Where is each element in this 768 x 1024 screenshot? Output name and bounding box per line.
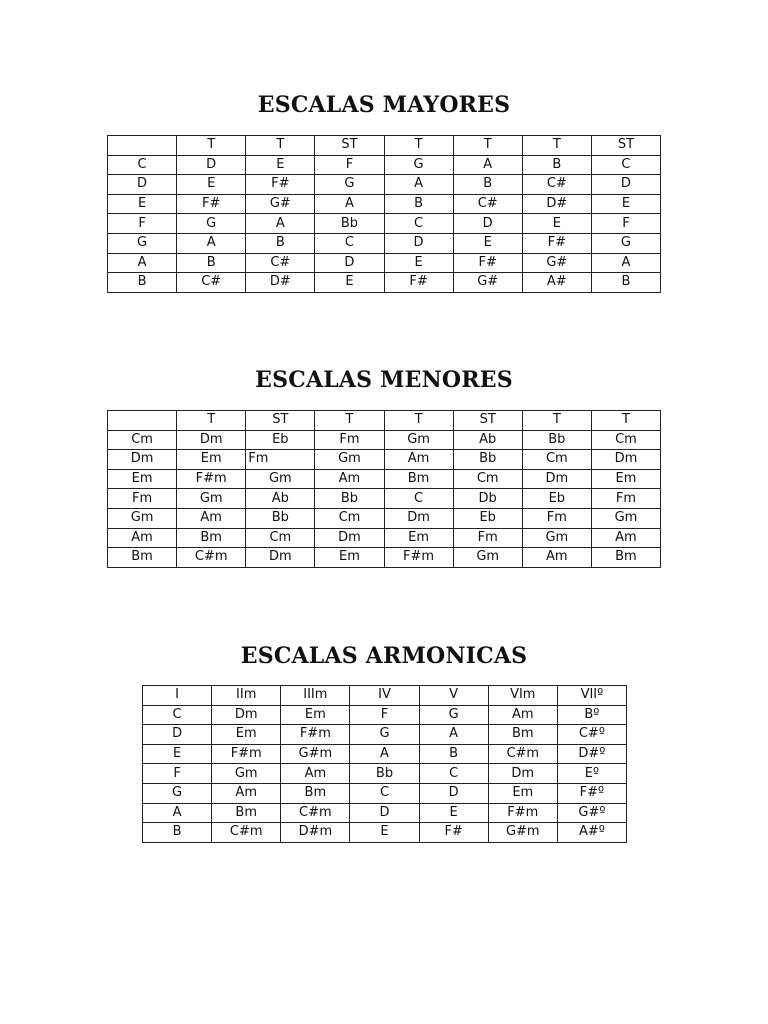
table-cell: Fm (522, 508, 591, 528)
table-cell: Gm (315, 450, 384, 470)
table-cell: F# (177, 194, 246, 214)
table-cell: A#º (557, 823, 626, 843)
table-cell: Cm (591, 430, 660, 450)
table-cell: Bb (453, 450, 522, 470)
table-cell: B (453, 175, 522, 195)
table-row (108, 508, 661, 528)
table-cell: E (384, 253, 453, 273)
table-cell: Bm (384, 469, 453, 489)
table-cell: Bb (522, 430, 591, 450)
table-cell: Dm (591, 450, 660, 470)
table-row (108, 489, 661, 509)
table-row (143, 705, 627, 725)
table-cell: G# (246, 194, 315, 214)
table-cell: B (177, 253, 246, 273)
table-cell: F#m (488, 803, 557, 823)
table-row (108, 273, 661, 293)
header-cell: IIm (212, 686, 281, 706)
header-cell (108, 411, 177, 431)
table-cell: Bb (350, 764, 419, 784)
table-cell: Gm (384, 430, 453, 450)
table-cell: Gm (246, 469, 315, 489)
table-cell: B (143, 823, 212, 843)
header-cell: I (143, 686, 212, 706)
table-row (108, 548, 661, 568)
table-cell: Dm (246, 548, 315, 568)
table-cell: F# (384, 273, 453, 293)
table-cell: Gm (108, 508, 177, 528)
table-cell: Ab (453, 430, 522, 450)
table-cell: Am (315, 469, 384, 489)
table-cell: A (453, 155, 522, 175)
table-cell: G (315, 175, 384, 195)
table-cell: D (350, 803, 419, 823)
table-cell: G# (522, 253, 591, 273)
table-cell: Fm (246, 450, 315, 470)
table-cell: Bb (315, 214, 384, 234)
table-cell: B (108, 273, 177, 293)
table-cell: Em (488, 783, 557, 803)
header-cell: T (384, 411, 453, 431)
table-cell: Em (281, 705, 350, 725)
table-row (143, 783, 627, 803)
table-cell: F#m (177, 469, 246, 489)
table-cell: A (177, 233, 246, 253)
table-cell: E (591, 194, 660, 214)
table-cell: Am (522, 548, 591, 568)
table-cell: C#m (177, 548, 246, 568)
table-cell: C (384, 214, 453, 234)
table-cell: E (350, 823, 419, 843)
table-cell: Cm (315, 508, 384, 528)
table-cell: A (384, 175, 453, 195)
table-cell: Am (591, 528, 660, 548)
table-cell: Bm (212, 803, 281, 823)
table-cell: G#m (281, 744, 350, 764)
table-cell: Bm (108, 548, 177, 568)
table-cell: G#º (557, 803, 626, 823)
table-row (143, 764, 627, 784)
table-row (108, 214, 661, 234)
table-cell: G (143, 783, 212, 803)
table-cell: E (522, 214, 591, 234)
table-cell: Em (384, 528, 453, 548)
header-cell: T (384, 136, 453, 156)
table-cell: F# (522, 233, 591, 253)
table-cell: E (177, 175, 246, 195)
table-cell: E (315, 273, 384, 293)
table-row (143, 744, 627, 764)
table-cell: Db (453, 489, 522, 509)
table-cell: Am (108, 528, 177, 548)
table-row (108, 253, 661, 273)
table-cell: A (108, 253, 177, 273)
table-cell: A (143, 803, 212, 823)
table-row (108, 430, 661, 450)
table-cell: Bm (281, 783, 350, 803)
table-cell: Bm (177, 528, 246, 548)
header-cell: ST (315, 136, 384, 156)
table-cell: F (108, 214, 177, 234)
table-cell: Fm (591, 489, 660, 509)
table-cell: D (315, 253, 384, 273)
table-cell: Bb (315, 489, 384, 509)
table-cell: B (522, 155, 591, 175)
table-cell: C (384, 489, 453, 509)
table-cell: G#m (488, 823, 557, 843)
table-cell: A (419, 725, 488, 745)
table-cell: C (419, 764, 488, 784)
table-escalas-mayores (107, 135, 661, 293)
table-cell: F#m (384, 548, 453, 568)
table-cell: A (315, 194, 384, 214)
header-cell: VIIº (557, 686, 626, 706)
table-cell: E (108, 194, 177, 214)
table-cell: Dm (177, 430, 246, 450)
table-cell: D (453, 214, 522, 234)
header-cell: T (522, 136, 591, 156)
table-cell: D#º (557, 744, 626, 764)
table-cell: Em (315, 548, 384, 568)
header-cell: ST (246, 411, 315, 431)
table-cell: A (350, 744, 419, 764)
table-row (143, 725, 627, 745)
table-cell: Ab (246, 489, 315, 509)
table-cell: F#º (557, 783, 626, 803)
table-row (143, 823, 627, 843)
table-cell: C#º (557, 725, 626, 745)
table-cell: Am (488, 705, 557, 725)
table-cell: Cm (522, 450, 591, 470)
table-cell: D (384, 233, 453, 253)
table-row (108, 233, 661, 253)
table-cell: C (143, 705, 212, 725)
table-cell: A (591, 253, 660, 273)
table-cell: Gm (522, 528, 591, 548)
table-cell: Dm (384, 508, 453, 528)
table-cell: Gm (177, 489, 246, 509)
table-cell: Fm (315, 430, 384, 450)
table-cell: F# (453, 253, 522, 273)
header-cell: T (522, 411, 591, 431)
table-cell: G (419, 705, 488, 725)
table-cell: B (591, 273, 660, 293)
table-cell: D (143, 725, 212, 745)
table-cell: Gm (212, 764, 281, 784)
table-cell: C (315, 233, 384, 253)
title-escalas-mayores: ESCALAS MAYORES (257, 92, 511, 118)
table-cell: Eb (522, 489, 591, 509)
table-cell: D# (246, 273, 315, 293)
table-cell: Dm (522, 469, 591, 489)
table-cell: Dm (212, 705, 281, 725)
table-cell: C# (522, 175, 591, 195)
header-cell: V (419, 686, 488, 706)
table-cell: C#m (488, 744, 557, 764)
header-cell: ST (591, 136, 660, 156)
table-cell: G (177, 214, 246, 234)
table-cell: C#m (212, 823, 281, 843)
table-escalas-menores (107, 410, 661, 568)
table-cell: C#m (281, 803, 350, 823)
table-cell: F#m (281, 725, 350, 745)
table-cell: G (350, 725, 419, 745)
header-cell: IV (350, 686, 419, 706)
table-cell: Dm (108, 450, 177, 470)
table-cell: Bm (488, 725, 557, 745)
table-cell: E (143, 744, 212, 764)
table-cell: G# (453, 273, 522, 293)
table-cell: Bb (246, 508, 315, 528)
header-cell: VIm (488, 686, 557, 706)
table-cell: C (350, 783, 419, 803)
table-cell: Em (591, 469, 660, 489)
table-cell: D (591, 175, 660, 195)
table-cell: Dm (315, 528, 384, 548)
table-cell: F#m (212, 744, 281, 764)
table-cell: Eb (453, 508, 522, 528)
header-row (108, 136, 661, 156)
header-cell (108, 136, 177, 156)
header-cell: T (591, 411, 660, 431)
table-cell: G (591, 233, 660, 253)
table-cell: Am (212, 783, 281, 803)
header-cell: IIIm (281, 686, 350, 706)
table-row (143, 803, 627, 823)
table-cell: F (315, 155, 384, 175)
table-cell: B (246, 233, 315, 253)
table-cell: E (419, 803, 488, 823)
header-cell: T (177, 411, 246, 431)
title-escalas-armonicas: ESCALAS ARMONICAS (240, 643, 528, 669)
table-cell: D# (522, 194, 591, 214)
table-cell: A (246, 214, 315, 234)
table-row (108, 450, 661, 470)
table-cell: Eb (246, 430, 315, 450)
table-row (108, 194, 661, 214)
header-cell: T (177, 136, 246, 156)
table-cell: Dm (488, 764, 557, 784)
header-row (108, 411, 661, 431)
table-cell: Bº (557, 705, 626, 725)
table-cell: C (591, 155, 660, 175)
table-cell: Em (177, 450, 246, 470)
table-cell: Fm (108, 489, 177, 509)
table-cell: B (384, 194, 453, 214)
header-cell: T (246, 136, 315, 156)
table-row (108, 175, 661, 195)
table-cell: F (350, 705, 419, 725)
table-cell: F# (419, 823, 488, 843)
table-cell: F (143, 764, 212, 784)
table-cell: Am (384, 450, 453, 470)
table-cell: F# (246, 175, 315, 195)
table-cell: Em (212, 725, 281, 745)
table-cell: D (419, 783, 488, 803)
table-cell: Cm (108, 430, 177, 450)
header-cell: ST (453, 411, 522, 431)
table-cell: E (246, 155, 315, 175)
table-cell: Gm (591, 508, 660, 528)
table-cell: Am (177, 508, 246, 528)
table-cell: E (453, 233, 522, 253)
table-row (108, 155, 661, 175)
table-cell: Cm (246, 528, 315, 548)
table-cell: C# (246, 253, 315, 273)
table-cell: D (177, 155, 246, 175)
table-cell: C# (453, 194, 522, 214)
table-cell: Am (281, 764, 350, 784)
table-cell: F (591, 214, 660, 234)
header-row (143, 686, 627, 706)
table-cell: Gm (453, 548, 522, 568)
table-cell: Em (108, 469, 177, 489)
table-row (108, 469, 661, 489)
table-cell: C# (177, 273, 246, 293)
table-cell: B (419, 744, 488, 764)
table-escalas-armonicas (142, 685, 627, 843)
header-cell: T (315, 411, 384, 431)
table-cell: D (108, 175, 177, 195)
table-cell: Fm (453, 528, 522, 548)
title-escalas-menores: ESCALAS MENORES (255, 367, 513, 393)
table-cell: A# (522, 273, 591, 293)
table-cell: Cm (453, 469, 522, 489)
table-cell: G (108, 233, 177, 253)
table-cell: G (384, 155, 453, 175)
table-cell: Eº (557, 764, 626, 784)
table-cell: Bm (591, 548, 660, 568)
table-cell: D#m (281, 823, 350, 843)
table-row (108, 528, 661, 548)
table-cell: C (108, 155, 177, 175)
header-cell: T (453, 136, 522, 156)
